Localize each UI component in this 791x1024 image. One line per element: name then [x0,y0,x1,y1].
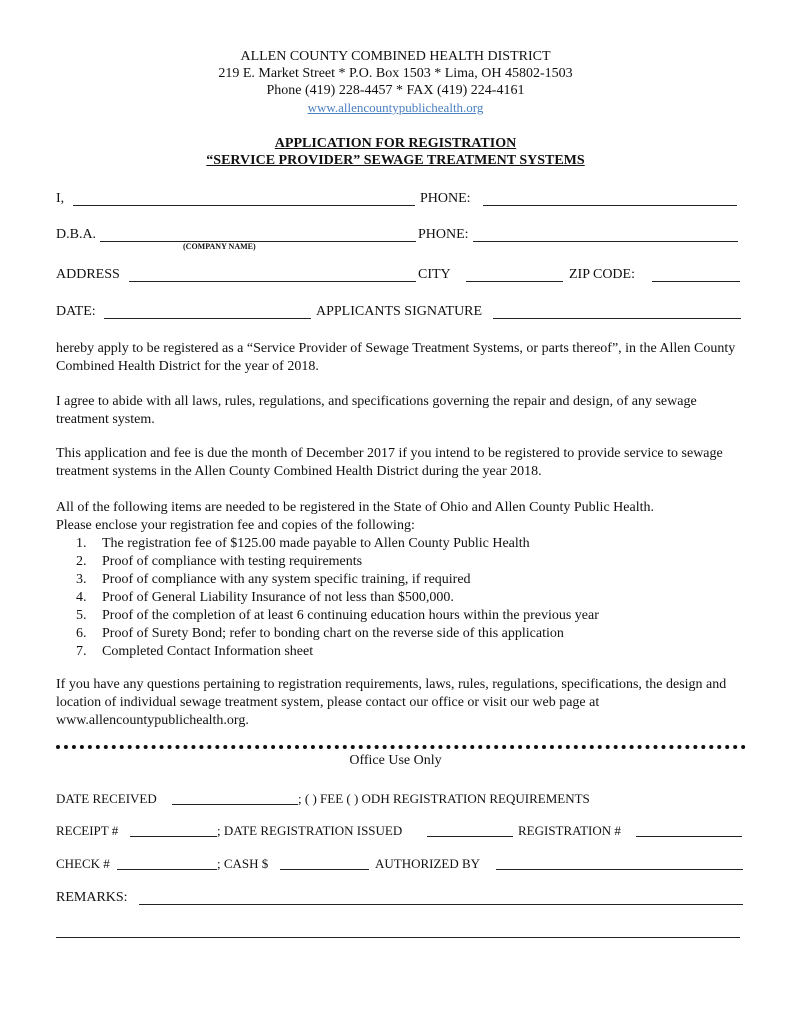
org-address: 219 E. Market Street * P.O. Box 1503 * Lima, OH 45802-1503 [218,66,573,81]
date-issued-field[interactable] [427,836,513,837]
city-field[interactable] [466,281,563,282]
org-name: ALLEN COUNTY COMBINED HEALTH DISTRICT [240,49,551,64]
authorized-by-field[interactable] [496,869,743,870]
phone1-field[interactable] [483,205,737,206]
list-item [56,589,746,607]
date-received-label: DATE RECEIVED [56,791,157,806]
date-field[interactable] [104,318,311,319]
list-item [56,553,746,571]
remarks-field-line1[interactable] [139,904,743,905]
list-item-number: 5. [76,608,87,623]
list-item-text: Proof of compliance with any system specific training, if required [102,572,471,587]
zip-label: ZIP CODE: [569,267,635,282]
list-item-text: The registration fee of $125.00 made payable to Allen County Public Health [102,536,530,551]
paragraph-agree: I agree to abide with all laws, rules, regulations, and specifications governing the repair and design, of any sewage treatment system. [56,394,697,427]
signature-field[interactable] [493,318,741,319]
fee-odh-label: ; ( ) FEE ( ) ODH REGISTRATION REQUIREMENTS [298,791,590,806]
requirements-list [56,535,746,661]
list-item [56,643,746,661]
org-phone-fax: Phone (419) 228-4457 * FAX (419) 224-4161 [266,83,525,98]
paragraph-contact: If you have any questions pertaining to registration requirements, laws, rules, regulations, specifications, the design and location of individual sewage treatment system, please contact our office or visit our web page at www.allencountypublichealth.org. [56,677,727,728]
address-field[interactable] [129,281,416,282]
list-item-number: 3. [76,572,87,587]
receipt-label: RECEIPT # [56,823,119,838]
office-use-heading: Office Use Only [349,753,442,768]
list-item-number: 6. [76,626,87,641]
dba-field[interactable] [100,241,416,242]
signature-label: APPLICANTS SIGNATURE [316,304,483,319]
check-field[interactable] [117,869,217,870]
dba-label: D.B.A. [56,227,97,242]
list-item [56,535,746,553]
remarks-field-line2[interactable] [56,937,740,938]
applicant-label: I, [56,191,65,206]
requirements-intro-line2: Please enclose your registration fee and copies of the following: [56,518,415,533]
paragraph-due-date: This application and fee is due the month of December 2017 if you intend to be registered to provide service to sewage treatment systems in the Allen County Combined Health District during the year 2018. [56,446,723,479]
city-label: CITY [418,267,451,282]
list-item-text: Proof of compliance with testing requirements [102,554,363,569]
date-label: DATE: [56,304,96,319]
dotted-divider [56,745,746,749]
company-name-note: (COMPANY NAME) [183,242,256,251]
receipt-field[interactable] [130,836,217,837]
applicant-name-field[interactable] [73,205,415,206]
form-title-line1: APPLICATION FOR REGISTRATION [274,136,517,151]
address-label: ADDRESS [56,267,120,282]
paragraph-requirements-intro [56,499,746,535]
list-item-text: Proof of Surety Bond; refer to bonding chart on the reverse side of this application [102,626,564,641]
paragraph-apply: hereby apply to be registered as a “Service Provider of Sewage Treatment Systems, or parts thereof”, in the Allen County Combined Health District for the year of 2018. [56,341,736,374]
cash-label: ; CASH $ [217,856,269,871]
zip-field[interactable] [652,281,740,282]
date-issued-label: ; DATE REGISTRATION ISSUED [217,823,403,838]
registration-number-label: REGISTRATION # [518,823,621,838]
requirements-intro-line1: All of the following items are needed to be registered in the State of Ohio and Allen County Public Health. [56,500,654,515]
list-item [56,607,746,625]
authorized-by-label: AUTHORIZED BY [375,856,481,871]
registration-number-field[interactable] [636,836,742,837]
list-item-number: 4. [76,590,87,605]
remarks-label: REMARKS: [56,890,128,905]
list-item-number: 7. [76,644,87,659]
website-link[interactable]: www.allencountypublichealth.org [307,100,484,115]
form-title-line2: “SERVICE PROVIDER” SEWAGE TREATMENT SYSTEMS [206,153,585,168]
list-item-number: 2. [76,554,87,569]
list-item-number: 1. [76,536,87,551]
list-item-text: Proof of General Liability Insurance of not less than $500,000. [102,590,454,605]
phone2-field[interactable] [473,241,738,242]
phone2-label: PHONE: [418,227,469,242]
check-label: CHECK # [56,856,110,871]
cash-field[interactable] [280,869,369,870]
date-received-field[interactable] [172,804,298,805]
list-item-text: Proof of the completion of at least 6 continuing education hours within the previous year [102,608,599,623]
phone1-label: PHONE: [420,191,471,206]
list-item [56,571,746,589]
list-item [56,625,746,643]
list-item-text: Completed Contact Information sheet [102,644,314,659]
